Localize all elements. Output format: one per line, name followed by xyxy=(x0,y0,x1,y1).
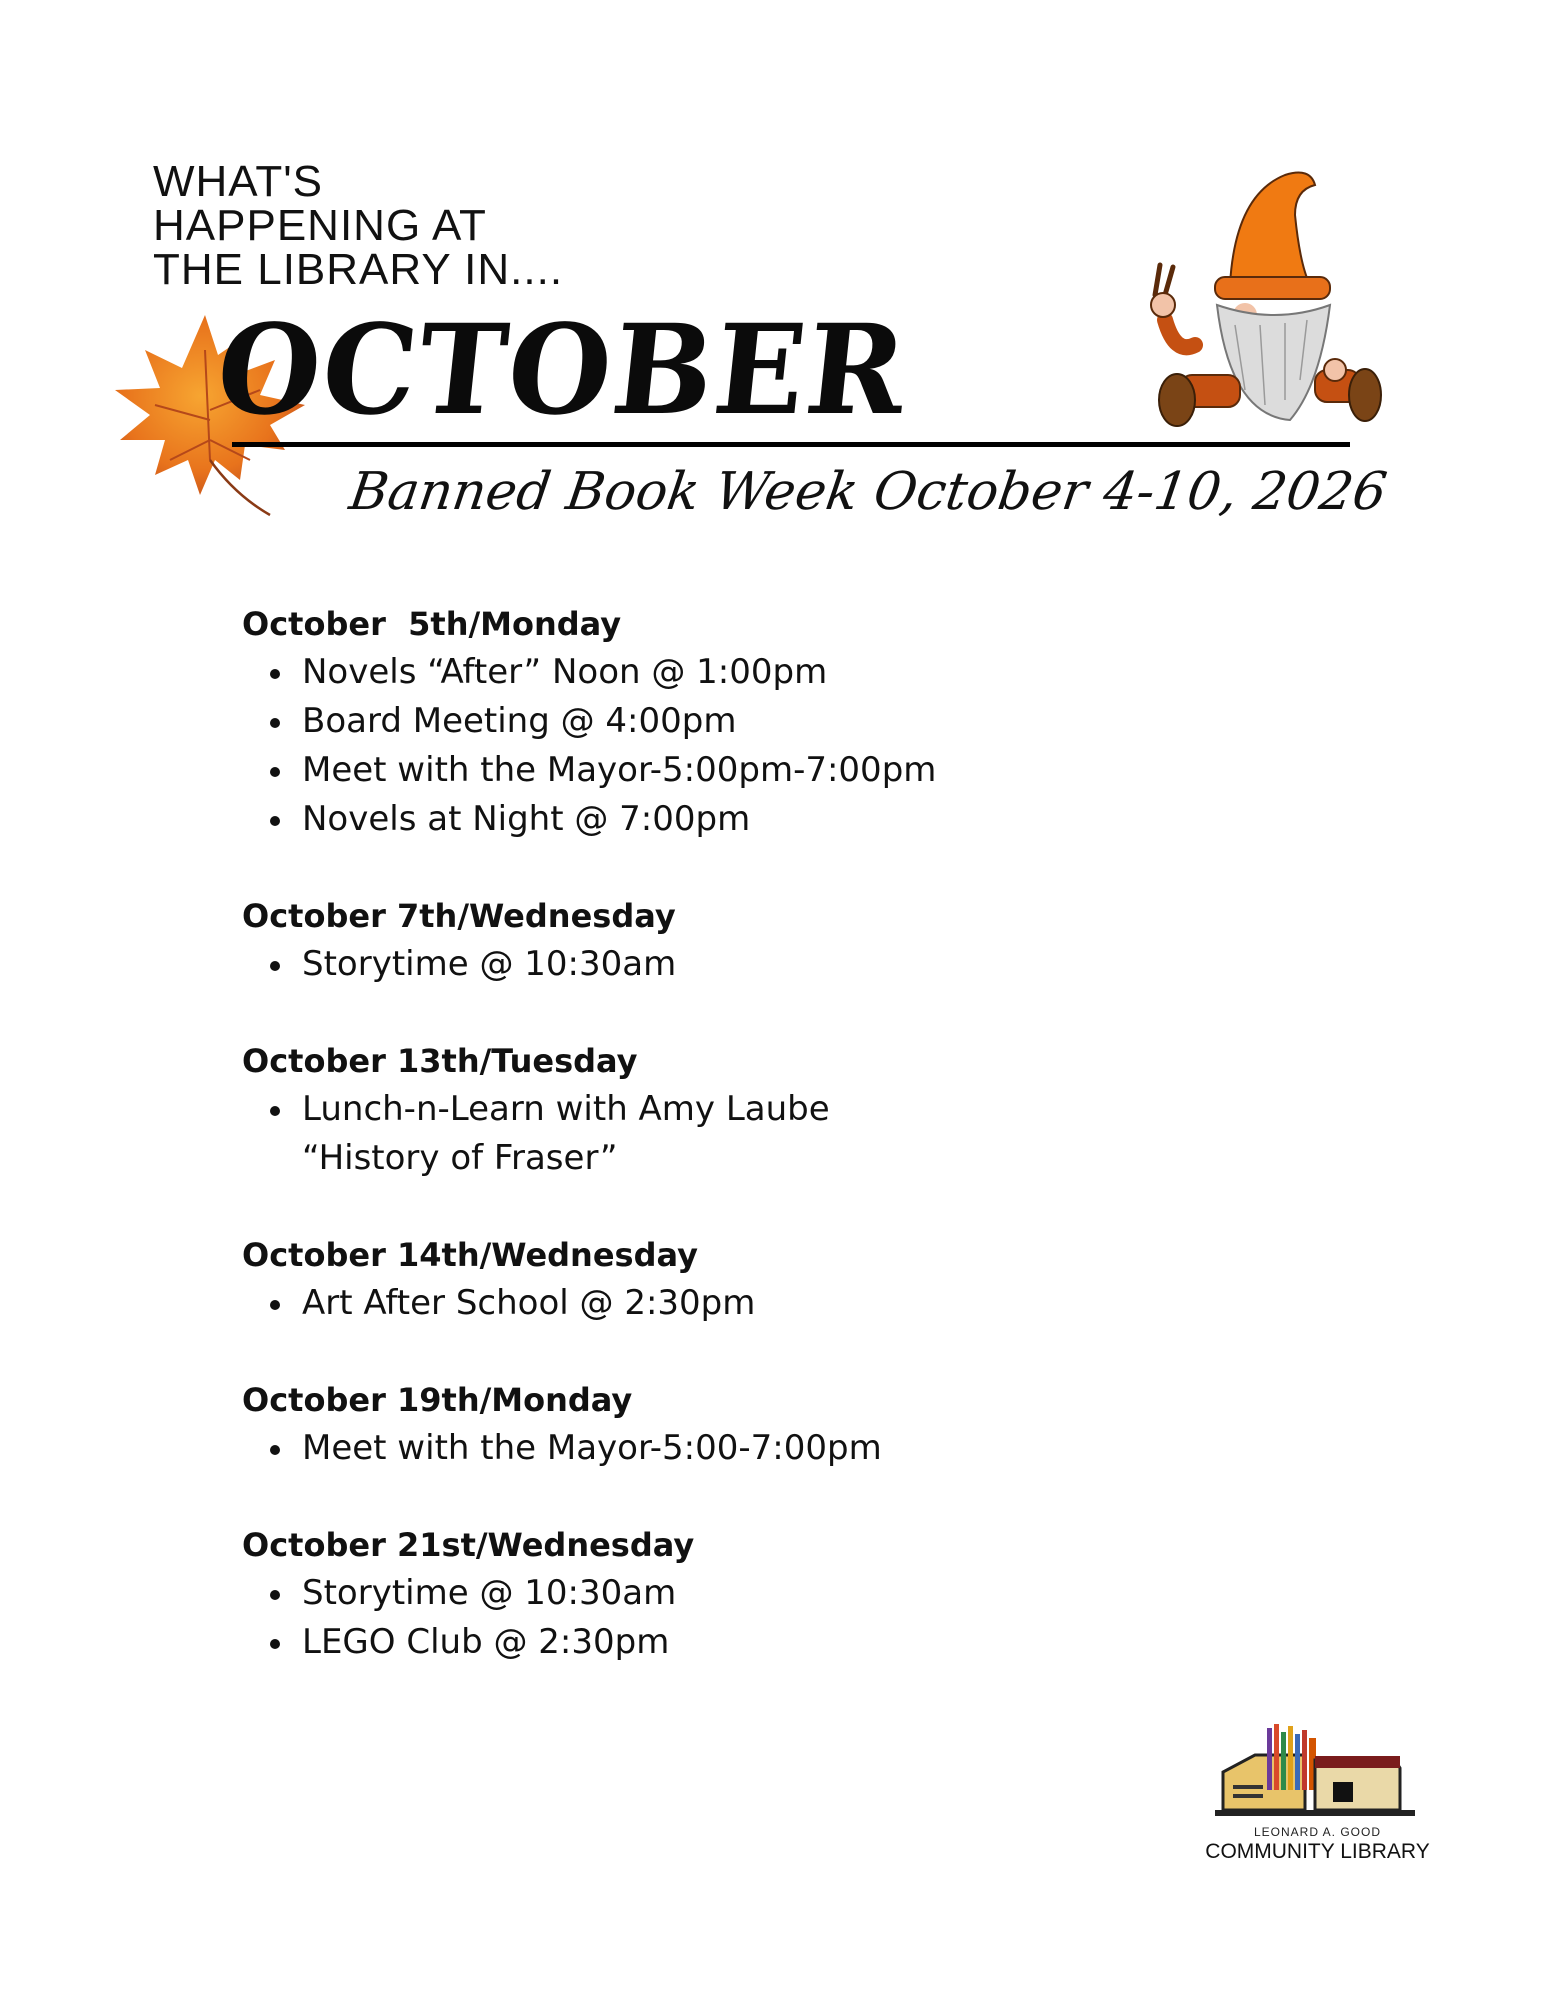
day-title: October 14th/Wednesday xyxy=(242,1236,698,1274)
event-list xyxy=(242,648,1242,844)
day-title: October 7th/Wednesday xyxy=(242,897,676,935)
day-section xyxy=(242,1037,1242,1183)
day-title: October 13th/Tuesday xyxy=(242,1042,638,1080)
day-title: October 21st/Wednesday xyxy=(242,1526,695,1564)
event-list xyxy=(242,1424,1242,1473)
list-item xyxy=(302,648,1242,697)
day-title: October 19th/Monday xyxy=(242,1381,633,1419)
intro-line: THE LIBRARY IN.... xyxy=(153,245,564,294)
event-list xyxy=(242,940,1242,989)
event-text: Novels at Night @ 7:00pm xyxy=(302,799,751,839)
day-section xyxy=(242,1376,1242,1473)
event-text: Lunch-n-Learn with Amy Laube xyxy=(302,1089,830,1129)
day-section xyxy=(242,1521,1242,1667)
event-text: Board Meeting @ 4:00pm xyxy=(302,701,737,741)
logo-name: COMMUNITY LIBRARY xyxy=(1205,1840,1430,1863)
event-text: LEGO Club @ 2:30pm xyxy=(302,1622,670,1662)
list-item xyxy=(302,1424,1242,1473)
logo-founder: LEONARD A. GOOD xyxy=(1253,1825,1382,1839)
day-section xyxy=(242,600,1242,844)
event-text: Art After School @ 2:30pm xyxy=(302,1283,756,1323)
banned-book-week-banner: Banned Book Week October 4-10, 2026 xyxy=(345,462,1391,522)
intro-line: WHAT'S xyxy=(153,157,324,206)
list-item xyxy=(302,1569,1242,1618)
intro-line: HAPPENING AT xyxy=(153,201,487,250)
list-item xyxy=(302,1085,1242,1183)
header-divider xyxy=(232,442,1350,447)
list-item xyxy=(302,746,1242,795)
library-logo xyxy=(1195,1710,1440,1870)
day-section xyxy=(242,1231,1242,1328)
gnome-icon xyxy=(1135,155,1385,435)
list-item xyxy=(302,940,1242,989)
list-item xyxy=(302,795,1242,844)
day-section xyxy=(242,892,1242,989)
intro-heading xyxy=(153,157,564,294)
event-list xyxy=(242,1569,1242,1667)
event-schedule xyxy=(242,600,1242,1715)
event-text: Meet with the Mayor-5:00pm-7:00pm xyxy=(302,750,937,790)
event-text: Storytime @ 10:30am xyxy=(302,1573,677,1613)
event-text: Novels “After” Noon @ 1:00pm xyxy=(302,652,828,692)
event-list xyxy=(242,1085,1242,1183)
event-text: “History of Fraser” xyxy=(302,1138,618,1178)
list-item xyxy=(302,1279,1242,1328)
event-text: Meet with the Mayor-5:00-7:00pm xyxy=(302,1428,882,1468)
month-title: OCTOBER xyxy=(210,296,915,443)
day-title: October 5th/Monday xyxy=(242,605,622,643)
list-item xyxy=(302,1618,1242,1667)
event-text: Storytime @ 10:30am xyxy=(302,944,677,984)
event-list xyxy=(242,1279,1242,1328)
library-building-icon xyxy=(1195,1710,1440,1822)
list-item xyxy=(302,697,1242,746)
